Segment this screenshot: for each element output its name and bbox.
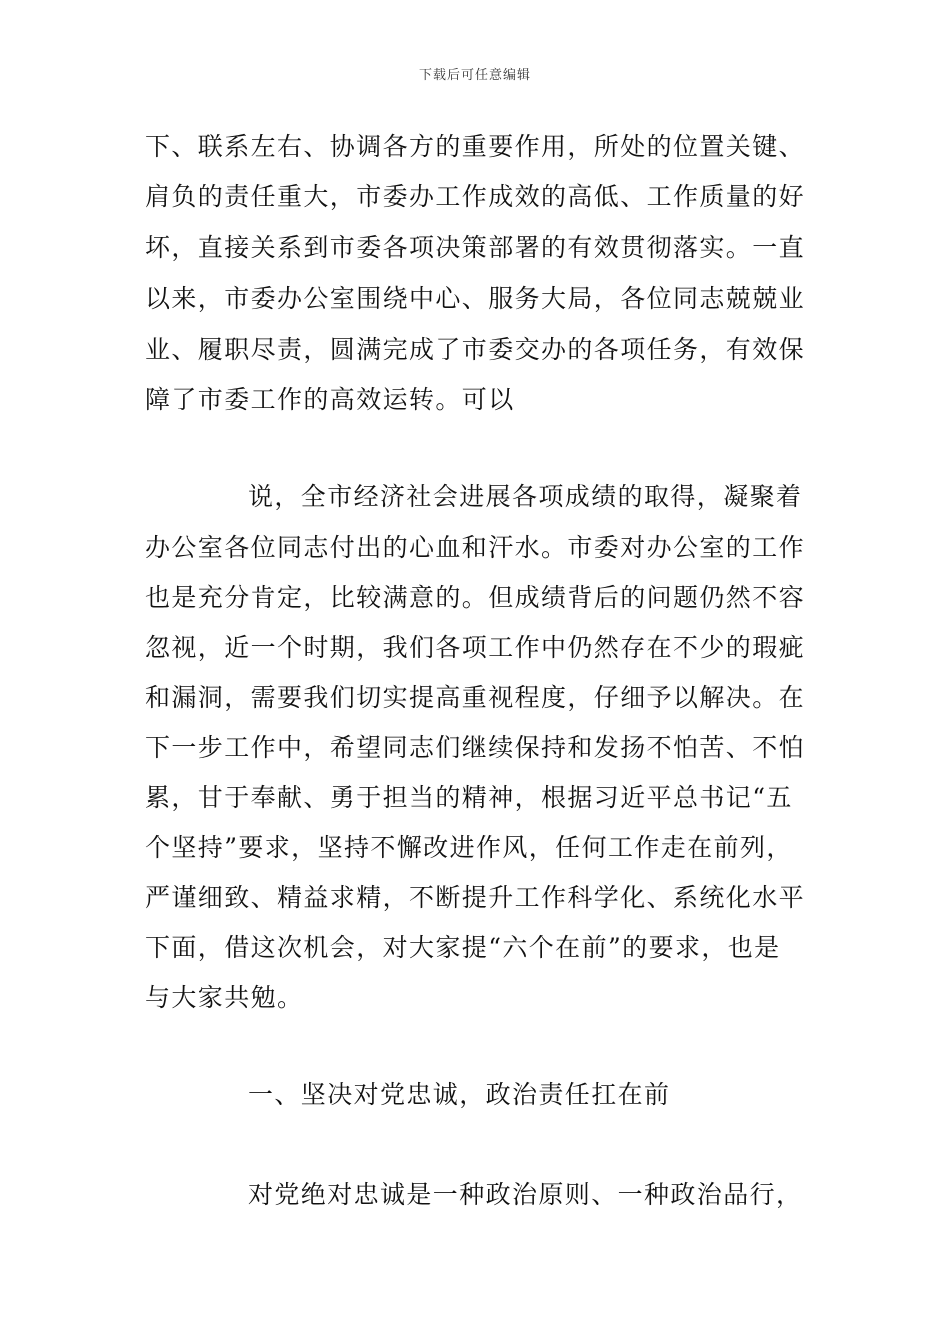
paragraph-line: 和漏洞，需要我们切实提高重视程度，仔细予以解决。在	[145, 683, 806, 712]
paragraph-line: 障了市委工作的高效运转。可以	[145, 385, 515, 414]
paragraph-line: 下面，借这次机会，对大家提“六个在前”的要求，也是	[145, 933, 781, 962]
paragraph-line: 肩负的责任重大，市委办工作成效的高低、工作质量的好	[145, 182, 806, 211]
paragraph-line: 累，甘于奉献、勇于担当的精神，根据习近平总书记“五	[145, 783, 793, 812]
paragraph-line: 下一步工作中，希望同志们继续保持和发扬不怕苦、不怕	[145, 733, 806, 762]
paragraph-line: 个坚持”要求，坚持不懈改进作风，任何工作走在前列，	[145, 833, 793, 862]
paragraph-line: 坏，直接关系到市委各项决策部署的有效贯彻落实。一直	[145, 233, 806, 262]
paragraph-line: 对党绝对忠诚是一种政治原则、一种政治品行，	[248, 1180, 803, 1209]
paragraph-line: 业、履职尽责，圆满完成了市委交办的各项任务，有效保	[145, 335, 806, 364]
paragraph-line: 也是充分肯定，比较满意的。但成绩背后的问题仍然不容	[145, 583, 806, 612]
page-header: 下载后可任意编辑	[418, 68, 531, 83]
section-heading: 一、坚决对党忠诚，政治责任扛在前	[248, 1080, 671, 1109]
paragraph-line: 与大家共勉。	[145, 983, 304, 1012]
paragraph-line: 办公室各位同志付出的心血和汗水。市委对办公室的工作	[145, 533, 806, 562]
paragraph-line: 忽视，近一个时期，我们各项工作中仍然存在不少的瑕疵	[145, 633, 806, 662]
paragraph-line: 说，全市经济社会进展各项成绩的取得，凝聚着	[248, 482, 803, 511]
paragraph-line: 下、联系左右、协调各方的重要作用，所处的位置关键、	[145, 132, 806, 161]
paragraph-line: 以来，市委办公室围绕中心、服务大局，各位同志兢兢业	[145, 284, 806, 313]
paragraph-line: 严谨细致、精益求精，不断提升工作科学化、系统化水平	[145, 883, 806, 912]
